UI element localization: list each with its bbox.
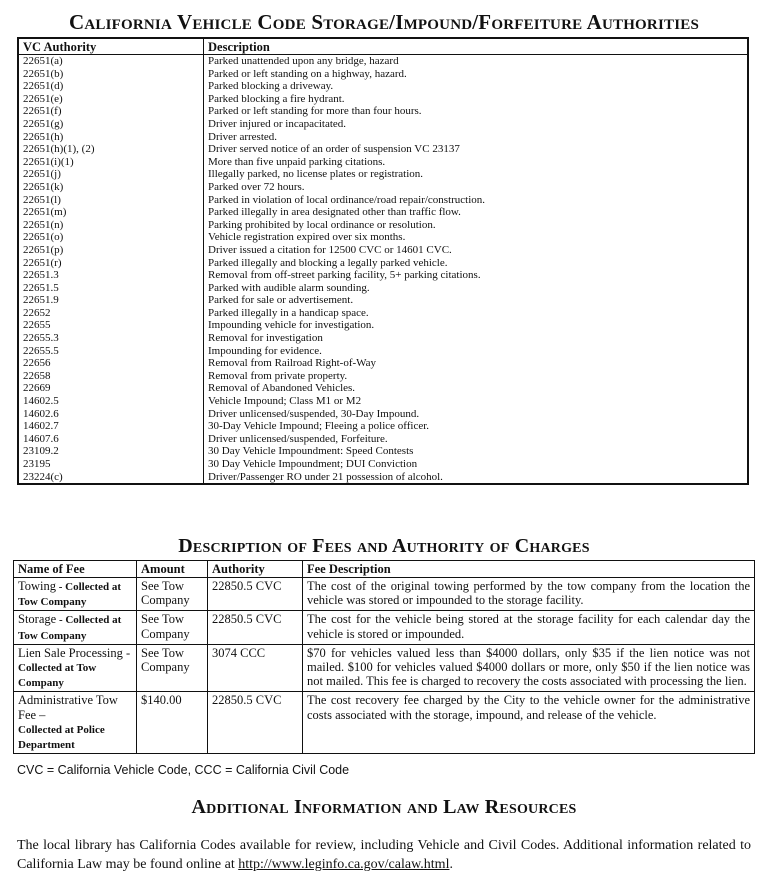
- vc-description-cell: Illegally parked, no license plates or registration.: [208, 168, 424, 181]
- vc-table-row: [18, 433, 748, 446]
- vc-description-cell: Parked over 72 hours.: [208, 180, 305, 193]
- vc-authority-cell: 22651(p): [18, 244, 204, 257]
- vc-table-row: [18, 282, 748, 295]
- vc-authority-cell: 22655.3: [18, 332, 204, 345]
- vc-description-cell: Driver arrested.: [208, 130, 278, 143]
- fee-authority-cell: 22850.5 CVC: [208, 578, 303, 611]
- vc-table-row: [18, 68, 748, 81]
- vc-authority-cell: 22651(j): [18, 168, 204, 181]
- vc-authority-cell: 22651(m): [18, 206, 204, 219]
- vc-authority-cell: 22669: [18, 382, 204, 395]
- vc-description-cell: Parked in violation of local ordinance/road repair/construction.: [208, 193, 486, 206]
- vc-authority-header: VC Authority: [18, 38, 204, 55]
- vc-authority-cell: 22651(n): [18, 219, 204, 232]
- fee-table-row: [14, 692, 755, 754]
- vc-description-cell: Parked illegally in area designated other than traffic flow.: [208, 206, 461, 219]
- vc-table-row: [18, 143, 748, 156]
- vc-table-row: [18, 118, 748, 131]
- vc-authority-cell: 22651.3: [18, 269, 204, 282]
- fee-description-cell: The cost of the original towing performed by the tow company from the location the vehicle was stored or impounded to the storage facility.: [303, 578, 755, 611]
- vc-authority-cell: 22651(d): [18, 80, 204, 93]
- fee-name: Storage: [18, 612, 57, 627]
- vc-table-row: [18, 269, 748, 282]
- vc-description-cell: Removal from Railroad Right-of-Way: [208, 357, 377, 370]
- vc-authority-cell: 22655: [18, 319, 204, 332]
- vc-table-row: [18, 445, 748, 458]
- fee-authority-cell: 22850.5 CVC: [208, 692, 303, 754]
- fee-table-row: [14, 644, 755, 692]
- vc-description-cell: 30 Day Vehicle Impoundment; DUI Conviction: [208, 458, 418, 470]
- vc-table-row: [18, 307, 748, 320]
- vc-description-cell: Parked for sale or advertisement.: [208, 294, 354, 307]
- vc-table-body: [18, 55, 748, 485]
- vc-table-row: [18, 55, 748, 68]
- vc-description-cell: Parked blocking a fire hydrant.: [208, 92, 345, 105]
- vc-authority-cell: 14607.6: [18, 433, 204, 446]
- fee-collection-note: Collected at Police Department: [18, 723, 105, 752]
- vc-table-row: [18, 357, 748, 370]
- vc-table-row: [18, 471, 748, 485]
- fee-name-cell: [14, 692, 137, 754]
- info-title: Additional Information and Law Resources: [191, 796, 577, 818]
- fee-name-cell: [14, 644, 137, 692]
- vc-authority-cell: 23109.2: [18, 445, 204, 458]
- fees-title: Description of Fees and Authority of Charges: [178, 535, 590, 557]
- vc-authority-cell: 14602.5: [18, 395, 204, 408]
- vc-authorities-title: California Vehicle Code Storage/Impound/Forfeiture Authorities: [68, 10, 699, 34]
- vc-authority-cell: 22651(l): [18, 194, 204, 207]
- vc-authority-cell: 23195: [18, 458, 204, 471]
- fee-name-cell: [14, 578, 137, 611]
- vc-table-row: [18, 194, 748, 207]
- vc-table-row: [18, 345, 748, 358]
- fee-table-row: [14, 578, 755, 611]
- vc-description-cell: Driver issued a citation for 12500 CVC or 14601 CVC.: [208, 243, 452, 256]
- fee-description-cell: The cost recovery fee charged by the City to the vehicle owner for the administrative costs associated with the storage, impound, and release of the vehicle.: [303, 692, 755, 754]
- vc-description-cell: Removal for investigation: [208, 332, 323, 345]
- vc-description-cell: Parking prohibited by local ordinance or resolution.: [208, 218, 436, 231]
- vc-description-cell: 30-Day Vehicle Impound; Fleeing a police officer.: [208, 420, 430, 433]
- vc-authority-cell: 14602.7: [18, 420, 204, 433]
- vc-authority-cell: 22651(f): [18, 105, 204, 118]
- vc-description-cell: Driver served notice of an order of suspension VC 23137: [208, 143, 460, 156]
- fee-amount-cell: See Tow Company: [137, 611, 208, 644]
- fee-name: Lien Sale Processing -: [18, 645, 131, 660]
- leginfo-link[interactable]: http://www.leginfo.ca.gov/calaw.html: [238, 857, 450, 872]
- fee-description-header: Fee Description: [303, 561, 755, 578]
- vc-description-cell: Removal from private property.: [208, 369, 348, 382]
- vc-table-row: [18, 105, 748, 118]
- vc-table-row: [18, 408, 748, 421]
- vc-authority-cell: 22655.5: [18, 345, 204, 358]
- fee-name-header: Name of Fee: [14, 561, 137, 578]
- vc-table-row: [18, 168, 748, 181]
- vc-description-cell: Parked with audible alarm sounding.: [208, 281, 370, 294]
- vc-authority-cell: 22651(a): [18, 55, 204, 68]
- fee-name: Towing: [18, 579, 57, 593]
- vc-description-cell: Parked illegally in a handicap space.: [208, 306, 369, 319]
- vc-description-cell: Removal from off-street parking facility, 5+ parking citations.: [208, 269, 481, 282]
- vc-description-cell: Impounding for evidence.: [208, 344, 322, 357]
- fee-amount-cell: See Tow Company: [137, 578, 208, 611]
- vc-authority-table: [17, 37, 749, 485]
- vc-authority-cell: 22651(o): [18, 231, 204, 244]
- vc-description-cell: Parked or left standing for more than four hours.: [208, 105, 422, 118]
- vc-authority-cell: 22652: [18, 307, 204, 320]
- vc-description-cell: Removal of Abandoned Vehicles.: [208, 382, 356, 395]
- vc-description-header: Description: [204, 38, 749, 55]
- vc-authority-cell: 22651(h): [18, 131, 204, 144]
- fee-table: [13, 560, 755, 754]
- vc-table-row: [18, 332, 748, 345]
- abbreviation-note: CVC = California Vehicle Code, CCC = California Civil Code: [17, 763, 350, 777]
- vc-description-cell: Vehicle Impound; Class M1 or M2: [208, 395, 362, 408]
- vc-description-cell: Impounding vehicle for investigation.: [208, 319, 375, 332]
- vc-authority-cell: 14602.6: [18, 408, 204, 421]
- vc-table-row: [18, 219, 748, 232]
- vc-authority-cell: 23224(c): [18, 471, 204, 485]
- vc-description-cell: Parked unattended upon any bridge, hazard: [208, 55, 399, 67]
- vc-table-row: [18, 244, 748, 257]
- vc-description-cell: Driver unlicensed/suspended, 30-Day Impound.: [208, 407, 420, 420]
- vc-description-cell: Driver/Passenger RO under 21 possession of alcohol.: [208, 470, 443, 483]
- vc-table-row: [18, 206, 748, 219]
- fee-table-body: [14, 578, 755, 754]
- fee-collection-note: - Collected at Tow Company: [18, 614, 122, 642]
- fee-name-cell: [14, 611, 137, 644]
- vc-authority-cell: 22658: [18, 370, 204, 383]
- vc-table-row: [18, 294, 748, 307]
- fee-table-header-row: [14, 561, 755, 578]
- vc-description-cell: Parked or left standing on a highway, hazard.: [208, 67, 407, 80]
- vc-table-row: [18, 319, 748, 332]
- fee-amount-header: Amount: [137, 561, 208, 578]
- vc-authority-cell: 22651(g): [18, 118, 204, 131]
- info-text: The local library has California Codes available for review, including Vehicle and Civil Codes. Additional information related to California Law may be found online at: [17, 838, 751, 872]
- fee-collection-note: Collected at Tow Company: [18, 662, 97, 690]
- fee-authority-cell: 22850.5 CVC: [208, 611, 303, 644]
- vc-table-row: [18, 231, 748, 244]
- fee-amount-cell: $140.00: [137, 692, 208, 754]
- info-end: .: [449, 857, 453, 872]
- vc-table-row: [18, 156, 748, 169]
- fee-description-cell: $70 for vehicles valued less than $4000 dollars, only $35 if the lien notice was not mailed. $100 for vehicles valued $4000 dollars or more, only $50 if the lien notice was not mailed. This fee is charged to recovery the costs associated with processing the lien.: [303, 644, 755, 692]
- vc-table-row: [18, 80, 748, 93]
- fee-collection-note: - Collected at Tow Company: [18, 581, 122, 609]
- vc-authority-cell: 22651(i)(1): [18, 156, 204, 169]
- vc-authority-cell: 22651.9: [18, 294, 204, 307]
- vc-table-header-row: [18, 38, 748, 55]
- vc-authority-cell: 22651.5: [18, 282, 204, 295]
- vc-table-row: [18, 93, 748, 106]
- vc-description-cell: Vehicle registration expired over six months.: [208, 231, 406, 244]
- vc-table-row: [18, 458, 748, 471]
- fee-authority-header: Authority: [208, 561, 303, 578]
- vc-authority-cell: 22651(k): [18, 181, 204, 194]
- vc-table-row: [18, 370, 748, 383]
- vc-table-row: [18, 382, 748, 395]
- vc-authority-cell: 22651(e): [18, 93, 204, 106]
- vc-description-cell: 30 Day Vehicle Impoundment: Speed Contests: [208, 445, 414, 458]
- fee-authority-cell: 3074 CCC: [208, 644, 303, 692]
- vc-table-row: [18, 257, 748, 270]
- fee-name: Administrative Tow Fee –: [18, 693, 118, 722]
- vc-table-row: [18, 395, 748, 408]
- fee-table-row: [14, 611, 755, 644]
- vc-description-cell: Driver unlicensed/suspended, Forfeiture.: [208, 432, 388, 445]
- vc-description-cell: Driver injured or incapacitated.: [208, 117, 347, 130]
- vc-authority-cell: 22651(h)(1), (2): [18, 143, 204, 156]
- fee-amount-cell: See Tow Company: [137, 644, 208, 692]
- vc-authority-cell: 22656: [18, 357, 204, 370]
- vc-table-row: [18, 131, 748, 144]
- vc-authority-cell: 22651(r): [18, 257, 204, 270]
- vc-table-row: [18, 181, 748, 194]
- vc-description-cell: More than five unpaid parking citations.: [208, 155, 386, 168]
- fee-description-cell: The cost for the vehicle being stored at the storage facility for each calendar day the vehicle is stored or impounded.: [303, 611, 755, 644]
- vc-description-cell: Parked blocking a driveway.: [208, 80, 334, 93]
- vc-table-row: [18, 420, 748, 433]
- vc-authority-cell: 22651(b): [18, 68, 204, 81]
- vc-description-cell: Parked illegally and blocking a legally parked vehicle.: [208, 256, 448, 269]
- info-paragraph: [17, 836, 751, 874]
